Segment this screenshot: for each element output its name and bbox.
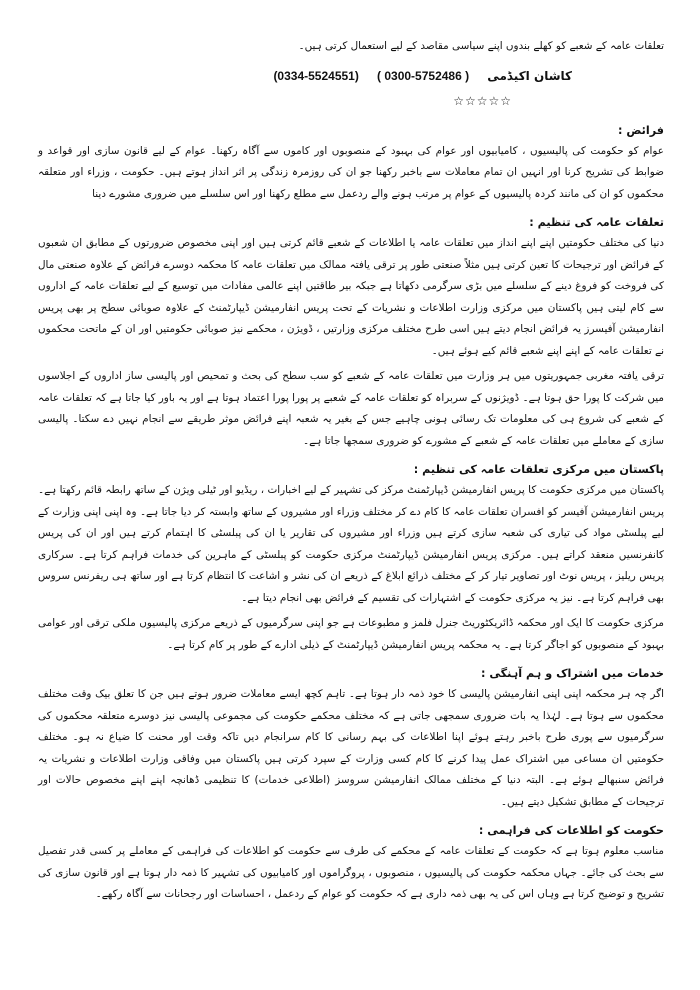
paragraph-information-to-government: مناسب معلوم ہوتا ہے کہ حکومت کے تعلقات عامہ کے محکمے کی طرف سے حکومت کو اطلاعات کی فراہمی کے معاملے پر کسی قدر تفصیل سے بحث کی جائے۔ جہاں محکمہ حکومت کی پالیسیوں ، منصوبوں ، پروگراموں اور کامیابیوں کی تشہیر کا ذمہ دار ہوتا ہے اور قانون سازی کی تشریح و توضیح کرتا ہے وہاں اس کی یہ بھی ذمہ داری ہے کہ حکومت کو عوام کے ردعمل ، احساسات اور رجحانات سے آگاہ رکھے۔ [38,845,664,900]
paragraph-pakistan-central-pr-1: پاکستان میں مرکزی حکومت کا پریس انفارمیشن ڈیپارٹمنٹ مرکز کی تشہیر کے لیے اخبارات ، ریڈیو اور ٹیلی ویژن کے ساتھ رابطہ قائم رکھتا ہے۔ پریس انفارمیشن آفیسر کو افسران تعلقات عامہ کا کام دے کر مختلف وزراء اور مشیروں کے ساتھ وابستہ کر دیا جاتا ہے۔ وہ اپنی اپنی وزارت کے لیے پبلسٹی مواد کی تیاری کی شعبہ سازی کرتے ہیں وزراء اور مشیروں کی تقاریر یا ان کی پبلسٹی کا اہتمام کرتے ہیں اور ان کی پریس کانفرنسیں منعقد کراتے ہیں۔ مرکزی پریس انفارمیشن ڈیپارٹمنٹ مرکزی حکومت کو پبلسٹی کے ماہرین کی خدمات فراہم کرتا ہے۔ سرکاری پریس ریلیز ، پریس نوٹ اور تصاویر تیار کر کے مختلف ذرائع ابلاغ کے ذریعے ان کی نشر و اشاعت کا انتظام کرتا ہے اور ساتھ ہی ریفرنس سروس بھی فراہم کرتا ہے۔ نیز یہ مرکزی حکومت کے اشتہارات کی تقسیم کے فرائض بھی انجام دیتا ہے۔ [38,484,664,604]
paragraph-duties: عوام کو حکومت کی پالیسیوں ، کامیابیوں اور عوام کی بہبود کے منصوبوں اور کاموں سے آگاہ رکھنا۔ عوام کے لیے قانون سازی اور قواعد و ضوابط کی تشریح کرنا اور انہیں ان تمام معاملات سے باخبر رکھنا جو ان کی روزمرہ زندگی پر اثر انداز ہوتے ہیں۔ حکومت ، وزراء اور متعلقہ محکموں کو ان کی مانند کردہ پالیسیوں کے عوام پر مرتب ہونے والے ردعمل سے مطلع رکھنا اور اس سلسلے میں ضروری مشورے دینا [38,144,664,200]
star-divider: ☆☆☆☆☆ [453,94,512,108]
paragraph-coordination: اگر چہ ہر محکمہ اپنی اپنی انفارمیشن پالیسی کا خود ذمہ دار ہوتا ہے۔ تاہم کچھ ایسے معاملات ضرور ہوتے ہیں جن کا تعلق بیک وقت مختلف محکموں سے ہوتا ہے۔ لہٰذا یہ بات ضروری سمجھی جاتی ہے کہ مختلف محکمے حکومت کی مجموعی پالیسی نیز دوسرے متعلقہ محکموں کی سرگرمیوں سے پوری طرح باخبر رہتے ہوئے اپنا اطلاعات کی بہم رسانی کا کام سرانجام دیں تاکہ وقت اور محنت کا ضیاع نہ ہو۔ مختلف حکومتیں ان مساعی میں اشتراک عمل پیدا کرنے کا کام کسی وزارت کے سپرد کرتی ہیں پاکستان میں وفاقی وزارت اطلاعات و نشریات یہ فرائض سنبھالے ہوئے ہے۔ البتہ دنیا کے مختلف ممالک انفارمیشن سروسز (اطلاعی خدمات) کا تنظیمی ڈھانچہ اپنے اپنے مخصوص حالات اور ترجیحات کے مطابق تشکیل دیتے ہیں۔ [38,688,664,808]
document-page [38,30,664,970]
phone-number-1: (0334-5524551) [273,68,359,83]
phone-number-2: ( 0300-5752486 ) [377,68,470,83]
paragraph-pr-organization-1: دنیا کی مختلف حکومتیں اپنے اپنے انداز میں تعلقات عامہ یا اطلاعات کے شعبے قائم کرتی ہیں اور اپنی مخصوص ضرورتوں کے مطابق ان شعبوں کے فرائض اور ترجیحات کا تعین کرتی ہیں مثلاً صنعتی طور پر ترقی یافتہ ممالک میں تعلقات عامہ کا محکمہ دوسرے فرائض کے علاوہ صنعتی مال کی فروخت کو فروغ دینے کے سلسلے میں بڑی سرگرمی دکھاتا ہے جبکہ بیر طاقتیں اپنے عالمی مفادات میں توسیع کے لیے تعلقات عامہ کے اداروں سے کام لیتی ہیں پاکستان میں مرکزی وزارت اطلاعات و نشریات کے تحت پریس انفارمیشن ڈیپارٹمنٹ کے علاوہ صوبائی سطح پر بھی پریس انفارمیشن آفیسرز یہ فرائض انجام دیتے ہیں اسی طرح مختلف مرکزی وزارتیں ، ڈویژن ، محکمے نیز صوبائی حکومتیں اور ان کے ماتحت محکموں نے تعلقات عامہ کے اپنے اپنے شعبے قائم کیے ہوئے ہیں۔ [38,237,664,357]
heading-coordination: خدمات میں اشتراک و ہم آہنگی : [480,667,664,680]
academy-name: کاشان اکیڈمی [487,68,572,83]
heading-duties: فرائض : [618,123,664,137]
heading-pakistan-central-pr: پاکستان میں مرکزی تعلقات عامہ کی تنظیم : [413,463,664,476]
intro-line: تعلقات عامہ کے شعبے کو کھلے بندوں اپنے سیاسی مقاصد کے لیے استعمال کرتی ہیں۔ [298,40,664,52]
academy-contact [38,66,572,88]
paragraph-pr-organization-2: ترقی یافتہ مغربی جمہوریتوں میں ہر وزارت میں تعلقات عامہ کے شعبے کو سب سطح کی بحث و تمحیص اور پالیسی ساز اداروں کے اجلاسوں میں شرکت کا پورا حق ہوتا ہے۔ ڈویژنوں کے سربراہ کو تعلقات عامہ کے شعبے پر پورا پورا اعتماد ہوتا ہے اور یہ باور کیا جاتا ہے کہ تعلقات عامہ کے شعبے کی شروع ہی کی معلومات تک رسائی ہونی چاہیے جس کے بغیر یہ شعبہ اپنے فرائض موثر طریقے سے انجام نہیں دے سکتا۔ پالیسی سازی کے معاملے میں تعلقات عامہ کے شعبے کے مشورے کو ضروری سمجھا جاتا ہے۔ [38,370,664,447]
paragraph-pakistan-central-pr-2: مرکزی حکومت کا ایک اور محکمہ ڈائریکٹوریٹ جنرل فلمز و مطبوعات ہے جو اپنی سرگرمیوں کے ذریعے مرکزی پالیسیوں ملکی ترقی اور عوامی بہبود کے منصوبوں کو اجاگر کرتا ہے۔ یہ محکمہ پریس انفارمیشن ڈیپارٹمنٹ کے ذیلی ادارے کے طور پر کام کرتا ہے۔ [38,617,664,651]
heading-information-to-government: حکومت کو اطلاعات کی فراہمی : [478,824,664,837]
heading-pr-organization: تعلقات عامہ کی تنظیم : [529,216,664,229]
